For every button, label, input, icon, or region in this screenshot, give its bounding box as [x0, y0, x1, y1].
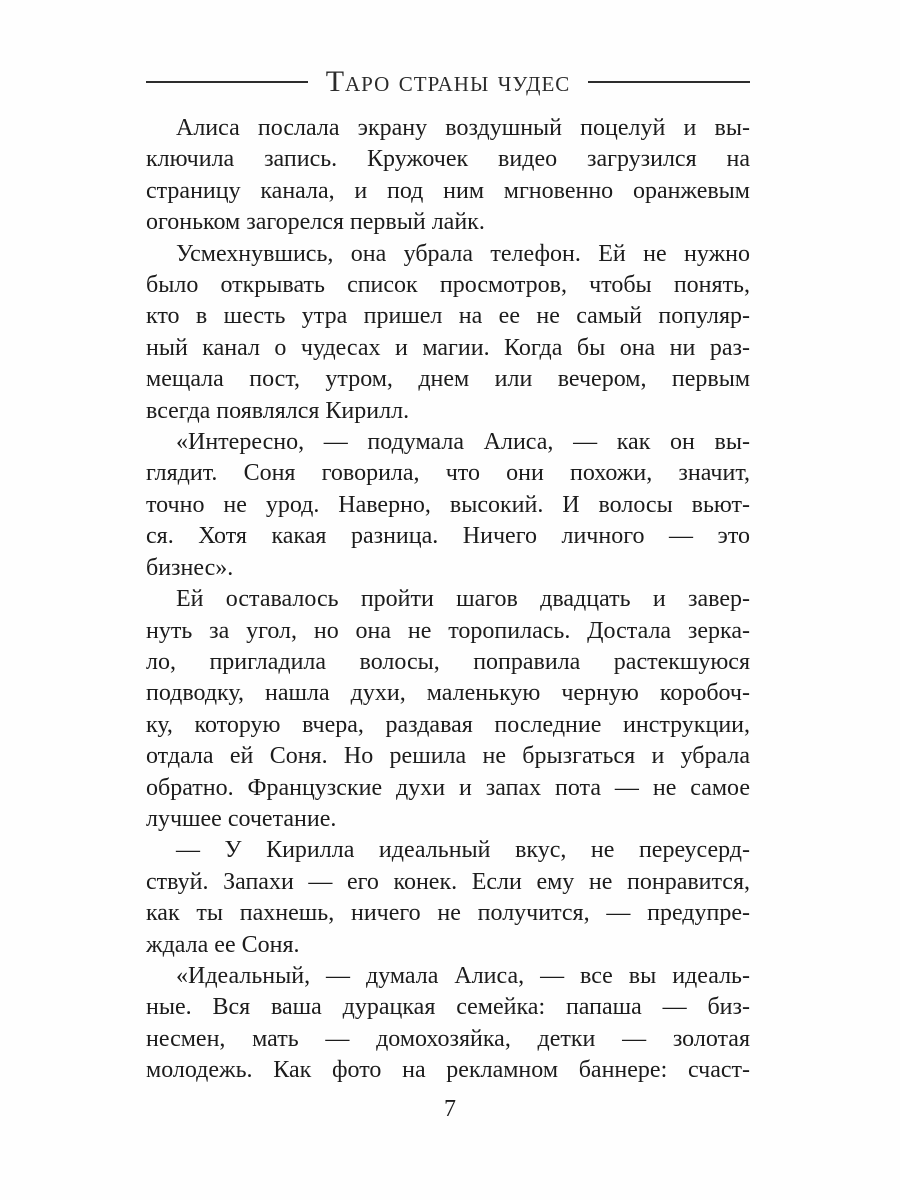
- text-body: [146, 113, 750, 1087]
- text-line: Ей оставалось пройти шагов двадцать и завер-: [176, 586, 750, 613]
- header-rule-right: [588, 81, 750, 83]
- text-line: ждала ее Соня.: [146, 931, 300, 958]
- text-line: огоньком загорелся первый лайк.: [146, 209, 485, 236]
- text-line: ключила запись. Кружочек видео загрузился на: [146, 146, 750, 173]
- text-line: подводку, нашла духи, маленькую черную коробоч-: [146, 680, 750, 707]
- text-line: глядит. Соня говорила, что они похожи, значит,: [146, 460, 750, 487]
- text-line: несмен, мать — домохозяйка, детки — золотая: [146, 1025, 750, 1052]
- paragraph: [146, 113, 750, 239]
- text-line: — У Кирилла идеальный вкус, не переусерд-: [176, 837, 750, 864]
- text-line: отдала ей Соня. Но решила не брызгаться и убрала: [146, 743, 750, 770]
- text-line: лучшее сочетание.: [146, 805, 337, 832]
- text-line: ный канал о чудесах и магии. Когда бы она ни раз-: [146, 334, 750, 361]
- paragraph: [146, 835, 750, 961]
- page-number: 7: [444, 1096, 456, 1122]
- header-rule-left: [146, 81, 308, 83]
- text-line: страницу канала, и под ним мгновенно оранжевым: [146, 177, 750, 204]
- text-line: молодежь. Как фото на рекламном баннере: счаст-: [146, 1057, 750, 1084]
- text-line: ствуй. Запахи — его конек. Если ему не понравится,: [146, 868, 750, 895]
- text-line: ные. Вся ваша дурацкая семейка: папаша — биз-: [146, 994, 750, 1021]
- text-line: ся. Хотя какая разница. Ничего личного — это: [146, 523, 750, 550]
- text-line: ку, которую вчера, раздавая последние инструкции,: [146, 711, 750, 738]
- text-line: как ты пахнешь, ничего не получится, — предупре-: [146, 900, 750, 927]
- text-line: всегда появлялся Кирилл.: [146, 397, 410, 424]
- paragraph: [146, 239, 750, 427]
- text-line: «Идеальный, — думала Алиса, — все вы идеаль-: [176, 962, 750, 989]
- text-line: Алиса послала экрану воздушный поцелуй и вы-: [176, 115, 750, 141]
- text-line: кто в шесть утра пришел на ее не самый популяр-: [146, 303, 750, 330]
- running-head: [146, 66, 750, 98]
- text-line: Усмехнувшись, она убрала телефон. Ей не нужно: [176, 240, 750, 267]
- text-line: «Интересно, — подумала Алиса, — как он вы-: [176, 429, 750, 456]
- text-line: нуть за угол, но она не торопилась. Достала зерка-: [146, 617, 750, 644]
- paragraph: [146, 961, 750, 1087]
- book-title: Таро страны чудес: [325, 65, 571, 98]
- paragraph: [146, 584, 750, 835]
- paragraph: [146, 427, 750, 584]
- text-line: обратно. Французские духи и запах пота — не самое: [146, 774, 750, 801]
- text-line: бизнес».: [146, 554, 234, 581]
- text-line: было открывать список просмотров, чтобы понять,: [146, 272, 750, 299]
- text-line: точно не урод. Наверно, высокий. И волосы вьют-: [146, 491, 750, 518]
- text-line: ло, пригладила волосы, поправила растекшуюся: [146, 648, 750, 675]
- text-line: мещала пост, утром, днем или вечером, первым: [146, 366, 750, 393]
